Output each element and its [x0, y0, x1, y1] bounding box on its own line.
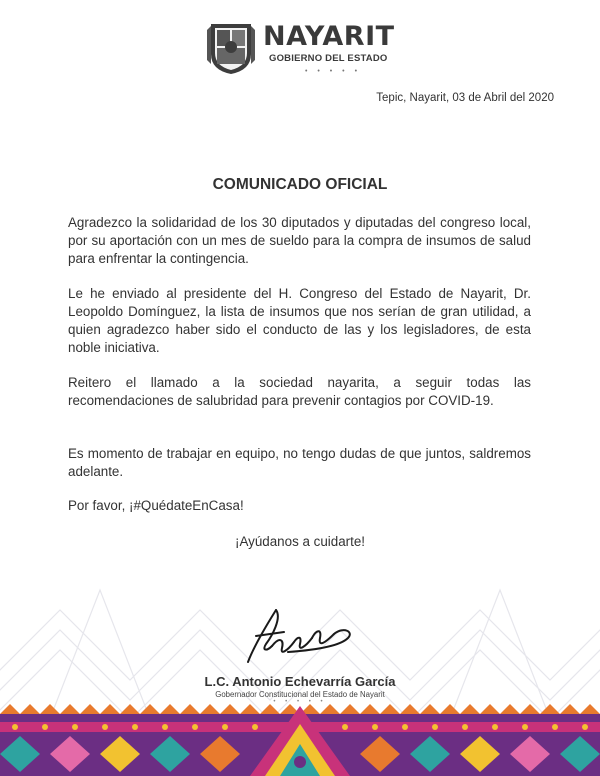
document-title: COMUNICADO OFICIAL	[212, 176, 388, 193]
signer-role: Gobernador Constitucional del Estado de Nayarit	[215, 690, 385, 699]
paragraph-5: Por favor, ¡#QuédateEnCasa!	[68, 498, 244, 513]
coat-of-arms-icon	[207, 20, 255, 76]
paragraph-4: Es momento de trabajar en equipo, no tengo dudas de que juntos, saldremos adelante.	[68, 446, 531, 479]
signer-dots: • • • • •	[273, 699, 327, 705]
document-date: Tepic, Nayarit, 03 de Abril del 2020	[376, 92, 554, 104]
logo-wordmark: NAYARIT	[263, 21, 395, 52]
header-logo	[207, 18, 407, 80]
closing-line: ¡Ayúdanos a cuidarte!	[234, 534, 366, 549]
handwritten-signature	[236, 606, 366, 666]
paragraph-1: Agradezco la solidaridad de los 30 diputados y diputadas del congreso local, por su aportación con un mes de sueldo para la compra de insumos de salud para enfrentar la contingencia.	[68, 215, 531, 266]
logo-subtitle: GOBIERNO DEL ESTADO	[269, 53, 388, 64]
signer-name: L.C. Antonio Echevarría García	[204, 674, 396, 689]
decorative-footer-band	[0, 698, 600, 776]
paragraph-2: Le he enviado al presidente del H. Congreso del Estado de Nayarit, Dr. Leopoldo Domínguez, la lista de insumos que nos serían de gran utilidad, a quien agradezco haber sido el conducto de las y los legisladores, de esta noble iniciativa.	[68, 286, 531, 355]
paragraph-3: Reitero el llamado a la sociedad nayarita, a seguir todas las recomendaciones de salubridad para prevenir contagios por COVID-19.	[68, 375, 531, 408]
logo-dots: • • • • •	[305, 68, 362, 75]
